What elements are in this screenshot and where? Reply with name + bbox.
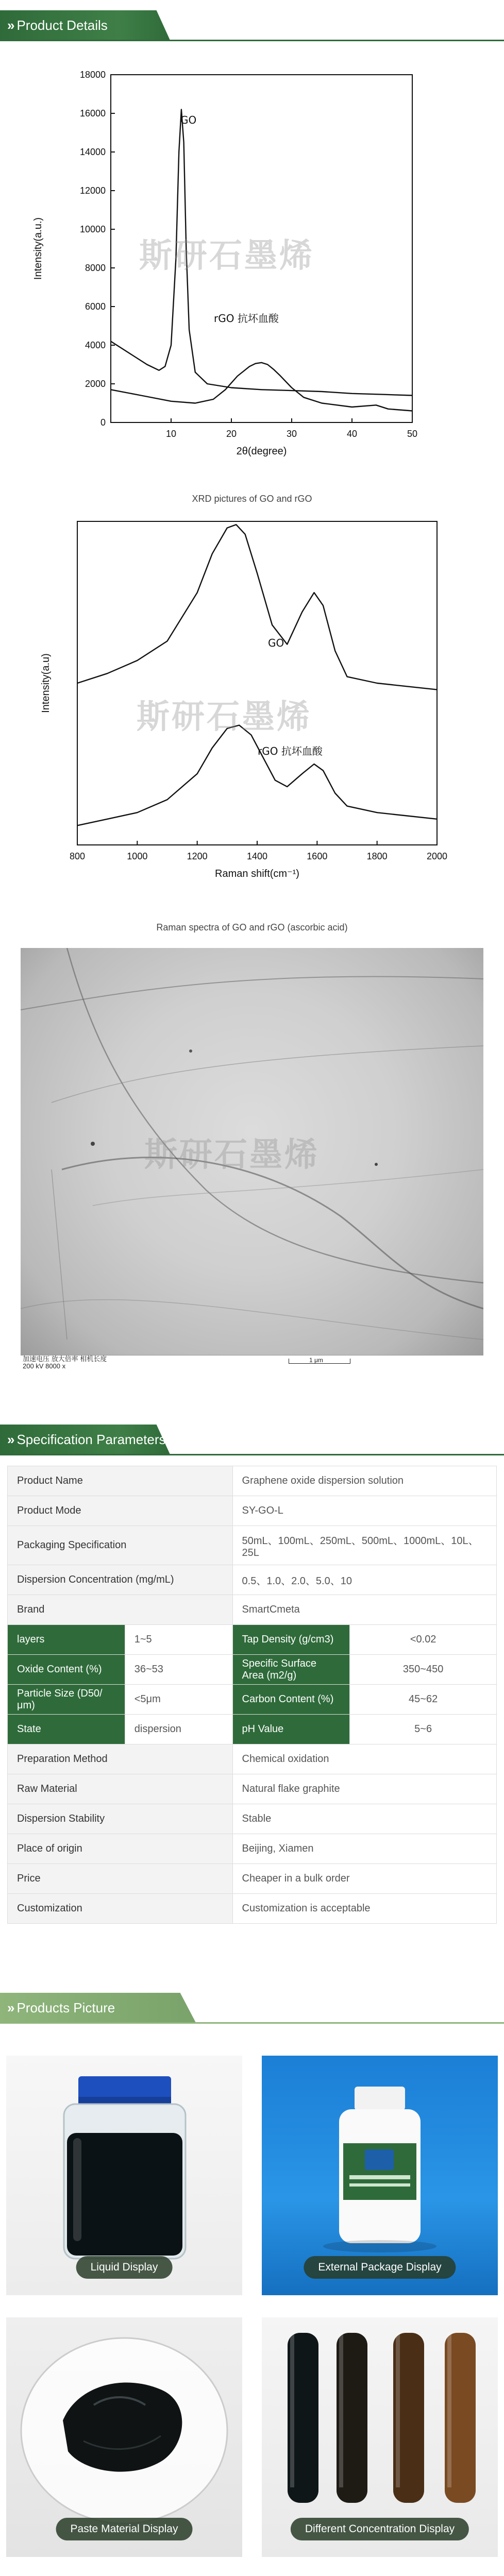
y-tick-label: 12000 [79,185,106,196]
spec-grid-label: Particle Size (D50/μm) [8,1685,125,1715]
spec-value: Beijing, Xiamen [232,1834,496,1864]
x-tick-label: 1200 [187,851,208,861]
y-tick-label: 18000 [79,70,106,80]
y-tick-label: 2000 [85,379,106,389]
y-tick-label: 6000 [85,301,106,312]
xrd-chart-panel [0,52,504,474]
spec-label: Preparation Method [8,1744,233,1774]
spec-value: 50mL、100mL、250mL、500mL、1000mL、10L、25L [232,1526,496,1565]
spec-value: Graphene oxide dispersion solution [232,1466,496,1496]
spec-label: Dispersion Concentration (mg/mL) [8,1565,233,1595]
y-tick-label: 4000 [85,340,106,350]
spec-value: Chemical oxidation [232,1744,496,1774]
spec-label: Product Name [8,1466,233,1496]
tem-info-bar [21,1355,483,1369]
series-label: GO [268,637,284,649]
plot-frame [77,521,437,845]
section-title: Products Picture [16,2000,115,2015]
x-tick-label: 10 [165,429,177,439]
spec-grid-value: 45~62 [350,1685,497,1715]
raman-chart-panel [0,515,504,907]
spec-grid-value: 36~53 [125,1655,232,1685]
spec-value: 0.5、1.0、2.0、5.0、10 [232,1565,496,1595]
picture-caption: Different Concentration Display [291,2518,469,2540]
spec-table [7,1466,497,1924]
external-package-picture [262,2056,498,2295]
x-tick-label: 1800 [366,851,388,861]
spec-grid-value: <5μm [125,1685,232,1715]
spec-grid-row [8,1625,497,1655]
spec-label: Dispersion Stability [8,1804,233,1834]
watermark: 斯研石墨烯 [139,237,314,274]
series-line [77,725,437,826]
spec-label: Product Mode [8,1496,233,1526]
spec-grid-value: <0.02 [350,1625,497,1655]
y-tick-label: 0 [100,417,106,428]
spec-value: Natural flake graphite [232,1774,496,1804]
section-header-products-picture: » Products Picture [0,1993,504,2024]
spec-row [8,1496,497,1526]
tem-info-values: 200 kV 8000 x [23,1362,66,1370]
spec-grid-label: Tap Density (g/cm3) [232,1625,350,1655]
section-title: Specification Parameters [16,1432,166,1447]
paste-material-picture [6,2317,242,2557]
spec-grid-row [8,1655,497,1685]
y-axis-label: Intensity(a.u) [40,653,52,713]
section-header-product-details: » Product Details [0,10,504,41]
spec-grid-label: Oxide Content (%) [8,1655,125,1685]
x-tick-label: 50 [407,429,418,439]
spec-grid-label: State [8,1715,125,1744]
x-tick-label: 40 [346,429,358,439]
tem-info-labels: 加速电压 放大倍率 相机长度 [23,1355,107,1363]
spec-label: Price [8,1864,233,1894]
x-axis-label: 2θ(degree) [236,446,287,457]
spec-label: Customization [8,1894,233,1924]
spec-row [8,1466,497,1496]
spec-grid-label: pH Value [232,1715,350,1744]
section-title: Product Details [16,18,108,33]
xrd-caption: XRD pictures of GO and rGO [192,494,312,504]
spec-grid-label: Carbon Content (%) [232,1685,350,1715]
tem-scale-label: 1 μm [309,1357,323,1364]
spec-row [8,1894,497,1924]
series-label: rGO 抗坏血酸 [214,312,279,325]
x-axis-label: Raman shift(cm⁻¹) [215,868,299,879]
spec-grid-value: 5~6 [350,1715,497,1744]
spec-grid-label: Specific Surface Area (m2/g) [232,1655,350,1685]
spec-row [8,1595,497,1625]
y-tick-label: 16000 [79,108,106,118]
different-concentration-picture [262,2317,498,2557]
x-tick-label: 800 [69,851,86,861]
x-tick-label: 1000 [127,851,148,861]
spec-row [8,1774,497,1804]
picture-caption: Paste Material Display [56,2518,193,2540]
spec-label: Brand [8,1595,233,1625]
spec-grid-row [8,1715,497,1744]
spec-value: Cheaper in a bulk order [232,1864,496,1894]
x-tick-label: 20 [226,429,237,439]
tem-image [21,948,483,1355]
picture-caption: Liquid Display [76,2256,173,2279]
y-tick-label: 14000 [79,147,106,157]
y-tick-label: 8000 [85,263,106,273]
spec-row [8,1804,497,1834]
series-label: rGO 抗坏血酸 [258,745,323,757]
raman-caption: Raman spectra of GO and rGO (ascorbic acid) [156,922,348,933]
spec-row [8,1526,497,1565]
spec-grid-row [8,1685,497,1715]
y-axis-label: Intensity(a.u.) [32,217,44,280]
liquid-display-picture [6,2056,242,2295]
spec-value: Stable [232,1804,496,1834]
watermark: 斯研石墨烯 [137,698,312,735]
spec-label: Place of origin [8,1834,233,1864]
spec-row [8,1565,497,1595]
spec-value: SY-GO-L [232,1496,496,1526]
spec-label: Packaging Specification [8,1526,233,1565]
spec-grid-value: 1~5 [125,1625,232,1655]
x-tick-label: 30 [286,429,297,439]
series-line [111,363,412,411]
watermark: 斯研石墨烯 [144,1136,320,1173]
picture-caption: External Package Display [304,2256,456,2279]
section-header-specification: » Specification Parameters [0,1425,504,1455]
spec-grid-label: layers [8,1625,125,1655]
y-tick-label: 10000 [79,224,106,234]
series-line [77,524,437,689]
spec-row [8,1744,497,1774]
spec-row [8,1864,497,1894]
spec-row [8,1834,497,1864]
spec-grid-value: dispersion [125,1715,232,1744]
spec-grid-value: 350~450 [350,1655,497,1685]
x-tick-label: 1600 [307,851,328,861]
x-tick-label: 1400 [246,851,268,861]
series-label: GO [180,114,197,126]
spec-value: SmartCmeta [232,1595,496,1625]
spec-value: Customization is acceptable [232,1894,496,1924]
x-tick-label: 2000 [426,851,448,861]
spec-label: Raw Material [8,1774,233,1804]
